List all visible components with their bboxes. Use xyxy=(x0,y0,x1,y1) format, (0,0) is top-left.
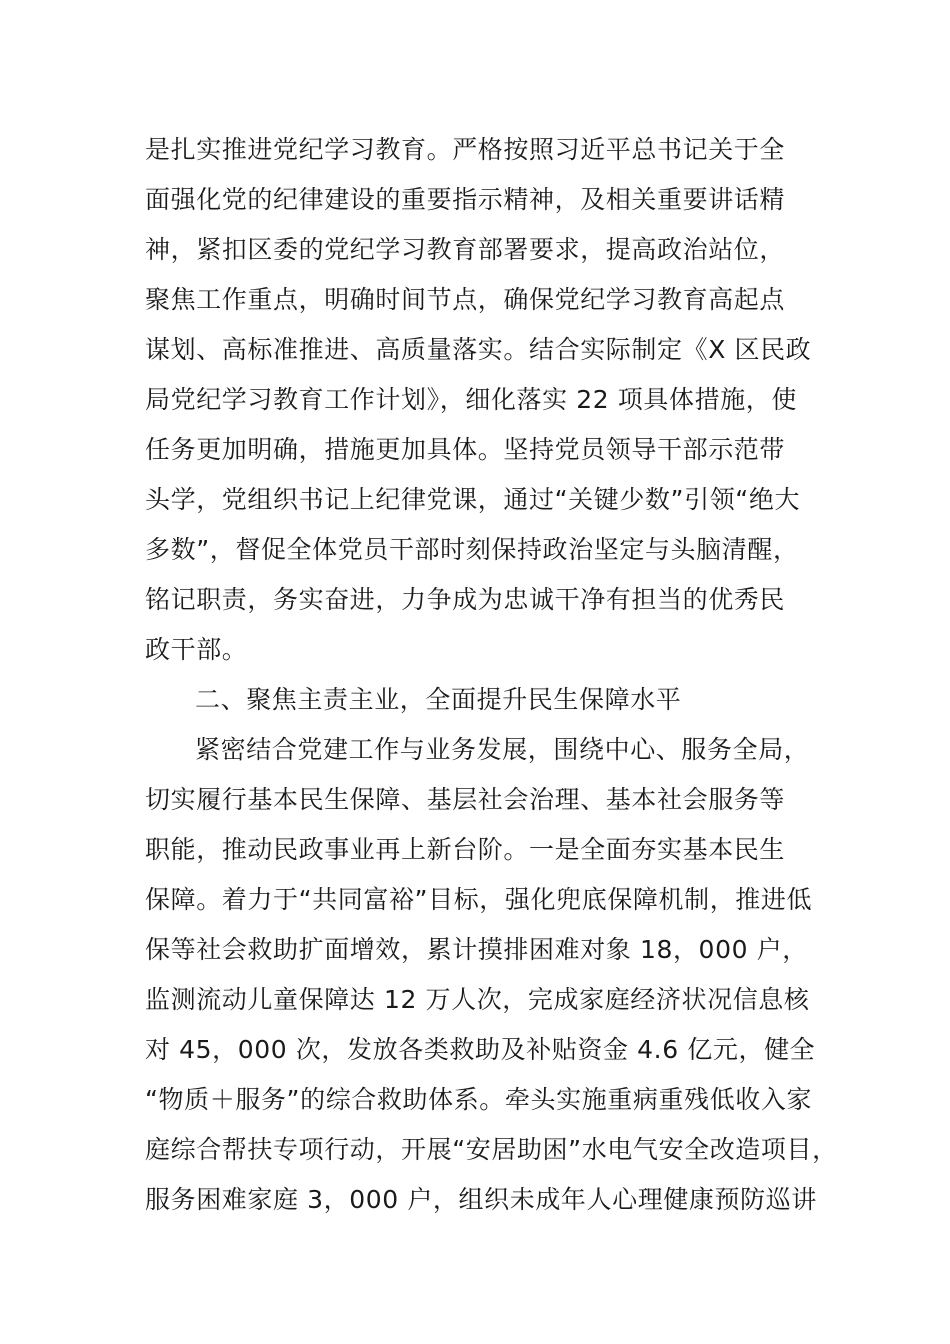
body-text-line: 聚焦工作重点，明确时间节点，确保党纪学习教育高起点 xyxy=(145,285,786,314)
section-heading: 二、聚焦主责主业，全面提升民生保障水平 xyxy=(195,685,682,714)
body-text-line: 头学，党组织书记上纪律党课，通过“关键少数”引领“绝大 xyxy=(145,485,801,514)
body-text-line: 紧密结合党建工作与业务发展，围绕中心、服务全局， xyxy=(195,735,810,764)
body-text-line: 任务更加明确，措施更加具体。坚持党员领导干部示范带 xyxy=(145,435,786,464)
body-text-line: 局党纪学习教育工作计划》，细化落实 22 项具体措施，使 xyxy=(145,385,798,414)
body-text-line: 谋划、高标准推进、高质量落实。结合实际制定《X 区民政 xyxy=(145,335,812,364)
body-text-line: 对 45，000 次，发放各类救助及补贴资金 4.6 亿元，健全 xyxy=(145,1035,816,1064)
body-text-line: 是扎实推进党纪学习教育。严格按照习近平总书记关于全 xyxy=(145,135,786,164)
body-text-line: 监测流动儿童保障达 12 万人次，完成家庭经济状况信息核 xyxy=(145,985,810,1014)
body-text-line: 服务困难家庭 3，000 户，组织未成年人心理健康预防巡讲 xyxy=(145,1185,817,1214)
body-text-line: 面强化党的纪律建设的重要指示精神，及相关重要讲话精 xyxy=(145,185,786,214)
body-text-line: 多数”，督促全体党员干部时刻保持政治坚定与头脑清醒， xyxy=(145,535,799,564)
body-text-line: 保障。着力于“共同富裕”目标，强化兜底保障机制，推进低 xyxy=(145,885,813,914)
body-text-line: 政干部。 xyxy=(145,635,248,664)
body-text-line: 铭记职责，务实奋进，力争成为忠诚干净有担当的优秀民 xyxy=(145,585,786,614)
body-text-line: 保等社会救助扩面增效，累计摸排困难对象 18，000 户， xyxy=(145,935,808,964)
body-text-line: 庭综合帮扶专项行动，开展“安居助困”水电气安全改造项目， xyxy=(145,1135,838,1164)
body-text-line: 切实履行基本民生保障、基层社会治理、基本社会服务等 xyxy=(145,785,786,814)
body-text-line: “物质＋服务”的综合救助体系。牵头实施重病重残低收入家 xyxy=(145,1085,813,1114)
body-text-line: 神，紧扣区委的党纪学习教育部署要求，提高政治站位， xyxy=(145,235,786,264)
body-text-line: 职能，推动民政事业再上新台阶。一是全面夯实基本民生 xyxy=(145,835,786,864)
